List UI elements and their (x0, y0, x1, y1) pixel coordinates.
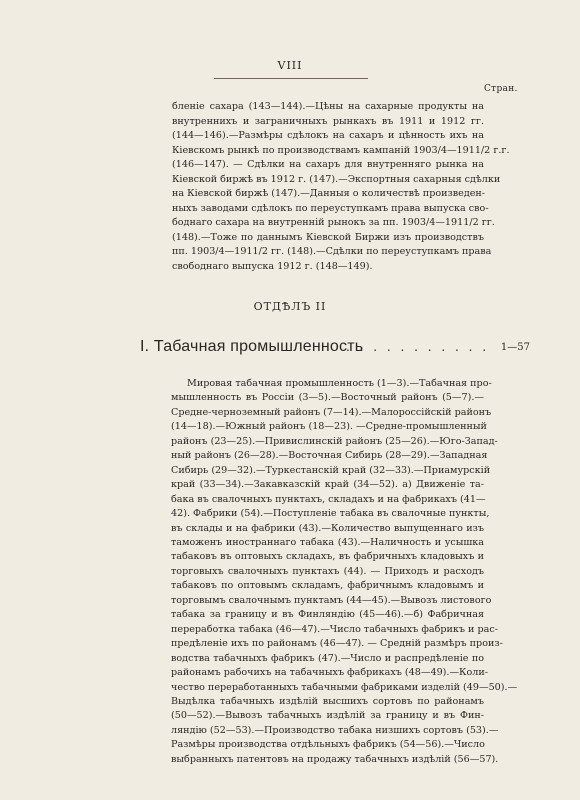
text-line: Средне-черноземный районъ (7—14).—Малороссійскій районъ (171, 406, 492, 418)
text-line: торговыхъ свалочныхъ пунктахъ (44). — Приходъ и расходъ (171, 565, 484, 577)
text-line: Сибирь (29—32).—Туркестанскій край (32—33).—Приамурскій (171, 464, 491, 476)
text-line: таможенъ иностраннаго табака (43).—Наличность и усышка (171, 536, 484, 548)
text-line: (144—146).—Размѣры сдѣлокъ на сахаръ и цѣнность ихъ на (172, 130, 484, 141)
text-line: на Кіевской биржѣ (147).—Данныя о количествѣ произведен- (172, 188, 486, 199)
text-line: Выдѣлка табачныхъ издѣлій высшихъ сортовъ по районамъ (171, 695, 484, 707)
chapter-page-range: 1—57 (500, 342, 530, 353)
text-line: (148).—Тоже по даннымъ Кіевской Биржи изъ производствъ (172, 231, 484, 243)
chapter-title: I. Табачная промышленность (140, 338, 364, 355)
chapter-entry[interactable] (140, 338, 530, 360)
header-rule-right (290, 78, 368, 79)
text-line: ляндію (52—53).—Производство табака низшихъ сортовъ (53).— (171, 724, 499, 736)
text-line: бака въ свалочныхъ пунктахъ, складахъ и на фабрикахъ (41— (171, 493, 486, 505)
text-line: боднаго сахара на внутренній рынокъ за пп. 1903/4—1911/2 гг. (172, 217, 495, 228)
text-line: бленіе сахара (143—144).—Цѣны на сахарные продукты на (172, 101, 484, 112)
leader-dots: . . . . . . . . . . . (346, 340, 490, 354)
text-line: пп. 1903/4—1911/2 гг. (148).—Сдѣлки по переуступкамъ права (172, 246, 492, 257)
text-line: ныхъ заводами сдѣлокъ по переуступкамъ права выпуска сво- (172, 202, 489, 214)
text-line: край (33—34).—Закавказскій край (34—52). а) Движеніе та- (171, 479, 484, 491)
text-line: районъ (23—25).—Привислинскій районъ (25—26).—Юго-Запад- (171, 435, 498, 447)
text-line: мышленность въ Россіи (3—5).—Восточный районъ (5—7).— (171, 392, 484, 404)
header-rule-left (214, 78, 292, 79)
text-line: районамъ рабочихъ на табачныхъ фабрикахъ (48—49).—Коли- (171, 667, 488, 679)
text-line: переработка табака (46—47).—Число табачныхъ фабрикъ и рас- (171, 623, 498, 635)
text-line: 42). Фабрики (54).—Поступленіе табака въ свалочные пункты, (171, 508, 490, 520)
text-line: свободнаго выпуска 1912 г. (148—149). (172, 260, 373, 272)
text-line: внутреннихъ и заграничныхъ рынкахъ въ 1911 и 1912 гг. (172, 115, 484, 127)
contents-paragraph (171, 377, 518, 767)
text-line: торговымъ свалочнымъ пунктамъ (44—45).—Вывозъ листового (171, 594, 492, 606)
page-number: VIII (277, 59, 303, 72)
text-line: выбранныхъ патентовъ на продажу табачныхъ издѣлій (56—57). (171, 753, 499, 765)
text-line: Кіевской биржѣ въ 1912 г. (147).—Экспортныя сахарныя сдѣлки (172, 173, 501, 185)
text-line: Кіевскомъ рынкѣ по производствамъ кампаній 1903/4—1911/2 г.г. (172, 144, 510, 156)
text-line: Мировая табачная промышленность (1—3).—Табачная про- (187, 378, 492, 389)
page-column-label: Стран. (484, 84, 518, 94)
text-line: (146—147). — Сдѣлки на сахаръ для внутренняго рынка на (172, 159, 484, 170)
continuation-paragraph (172, 100, 510, 274)
text-line: чество переработанныхъ табачными фабриками изделій (49—50).— (171, 681, 518, 693)
text-line: водства табачныхъ фабрикъ (47).—Число и распредѣленіе по (171, 652, 484, 664)
text-line: табаковъ въ оптовыхъ складахъ, въ фабричныхъ кладовыхъ и (171, 551, 484, 563)
text-line: (14—18).—Южный районъ (18—23). —Средне-промышленный (171, 421, 487, 433)
text-line: предѣленіе ихъ по районамъ (46—47). — Средній размѣръ произ- (171, 638, 503, 650)
text-line: табаковъ по оптовымъ складамъ, фабричнымъ кладовымъ и (171, 580, 484, 592)
text-line: въ склады и на фабрики (43).—Количество выпущеннаго изъ (171, 522, 484, 534)
text-line: ный районъ (26—28).—Восточная Сибирь (28—29).—Западная (171, 450, 488, 462)
text-line: Размѣры производства отдѣльныхъ фабрикъ (54—56).—Число (171, 739, 485, 751)
text-line: (50—52).—Вывозъ табачныхъ издѣлій за границу и въ Фин- (171, 710, 484, 722)
section-heading: ОТДѢЛЪ II (253, 300, 327, 313)
text-line: табака за границу и въ Финляндію (45—46).—б) Фабричная (171, 609, 484, 621)
